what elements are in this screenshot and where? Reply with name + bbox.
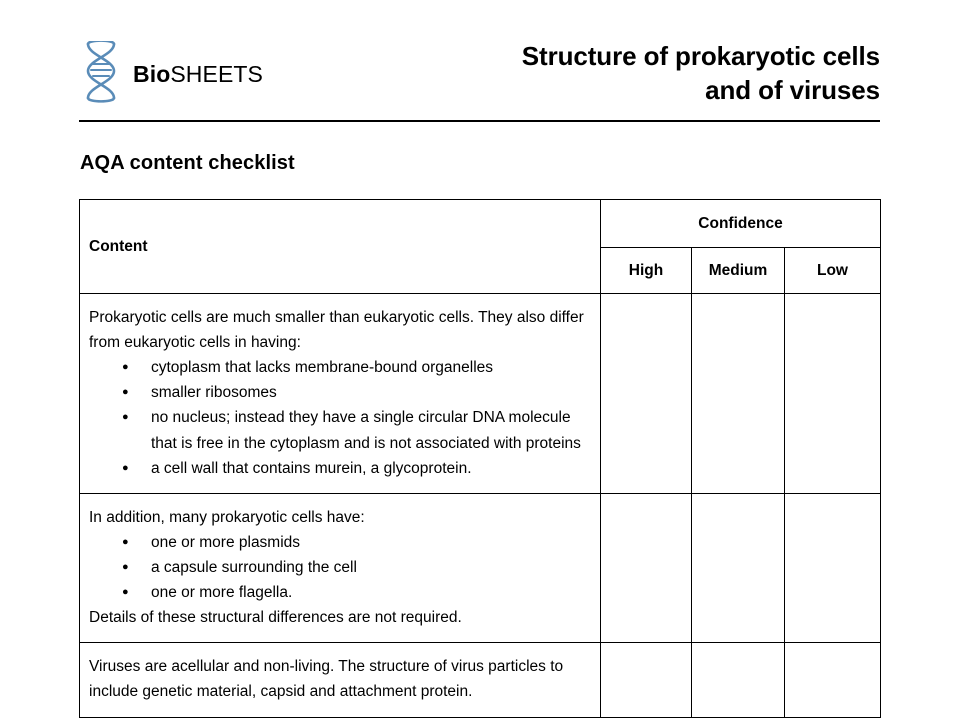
- page-header: [79, 30, 880, 118]
- content-bullet-list: [89, 530, 588, 605]
- list-item: ● one or more plasmids: [89, 530, 588, 555]
- list-item: ● smaller ribosomes: [89, 380, 588, 405]
- confidence-medium-checkbox-cell[interactable]: [692, 643, 785, 717]
- page-title-line-2: and of viruses: [705, 75, 880, 105]
- content-bullet-list: [89, 355, 588, 481]
- confidence-medium-checkbox-cell[interactable]: [692, 493, 785, 643]
- list-item: ● cytoplasm that lacks membrane-bound organelles: [89, 355, 588, 380]
- table-row: [80, 493, 881, 643]
- content-lead-text: In addition, many prokaryotic cells have:: [89, 508, 365, 526]
- content-cell: [80, 493, 601, 643]
- table-header-row-1: [80, 200, 881, 248]
- content-checklist-table: [79, 199, 881, 718]
- header-divider: [79, 120, 880, 122]
- table-body: [80, 294, 881, 718]
- content-cell: [80, 294, 601, 494]
- column-header-medium: Medium: [692, 248, 785, 294]
- confidence-low-checkbox-cell[interactable]: [785, 294, 881, 494]
- table-head: [80, 200, 881, 294]
- confidence-low-checkbox-cell[interactable]: [785, 493, 881, 643]
- brand-wordmark-bold: Bio: [133, 60, 171, 87]
- list-item: ● a capsule surrounding the cell: [89, 555, 588, 580]
- brand-lockup: [79, 41, 263, 107]
- confidence-high-checkbox-cell[interactable]: [601, 643, 692, 717]
- list-item: ● no nucleus; instead they have a single circular DNA molecule that is free in the cytoplasm and is not associated with proteins: [89, 405, 588, 455]
- column-header-confidence: Confidence: [601, 200, 881, 248]
- content-lead-text: Prokaryotic cells are much smaller than eukaryotic cells. They also differ from eukaryotic cells in having:: [89, 309, 584, 352]
- brand-wordmark-light: SHEETS: [170, 60, 263, 87]
- confidence-high-checkbox-cell[interactable]: [601, 493, 692, 643]
- brand-wordmark: [133, 60, 263, 87]
- content-lead-text: Viruses are acellular and non-living. The structure of virus particles to include genetic material, capsid and attachment protein.: [89, 658, 564, 701]
- list-item: ● a cell wall that contains murein, a glycoprotein.: [89, 456, 588, 481]
- page-title-line-1: Structure of prokaryotic cells: [521, 41, 880, 72]
- confidence-medium-checkbox-cell[interactable]: [692, 294, 785, 494]
- column-header-high: High: [601, 248, 692, 294]
- confidence-low-checkbox-cell[interactable]: [785, 643, 881, 717]
- dna-helix-icon: [79, 41, 123, 107]
- page-title: [263, 40, 880, 108]
- content-cell: [80, 643, 601, 717]
- content-trail-text: Details of these structural differences are not required.: [89, 609, 462, 627]
- table-row: [80, 643, 881, 717]
- column-header-content: Content: [80, 200, 601, 294]
- section-heading: AQA content checklist: [80, 152, 295, 174]
- confidence-high-checkbox-cell[interactable]: [601, 294, 692, 494]
- table-row: [80, 294, 881, 494]
- column-header-low: Low: [785, 248, 881, 294]
- list-item: ● one or more flagella.: [89, 580, 588, 605]
